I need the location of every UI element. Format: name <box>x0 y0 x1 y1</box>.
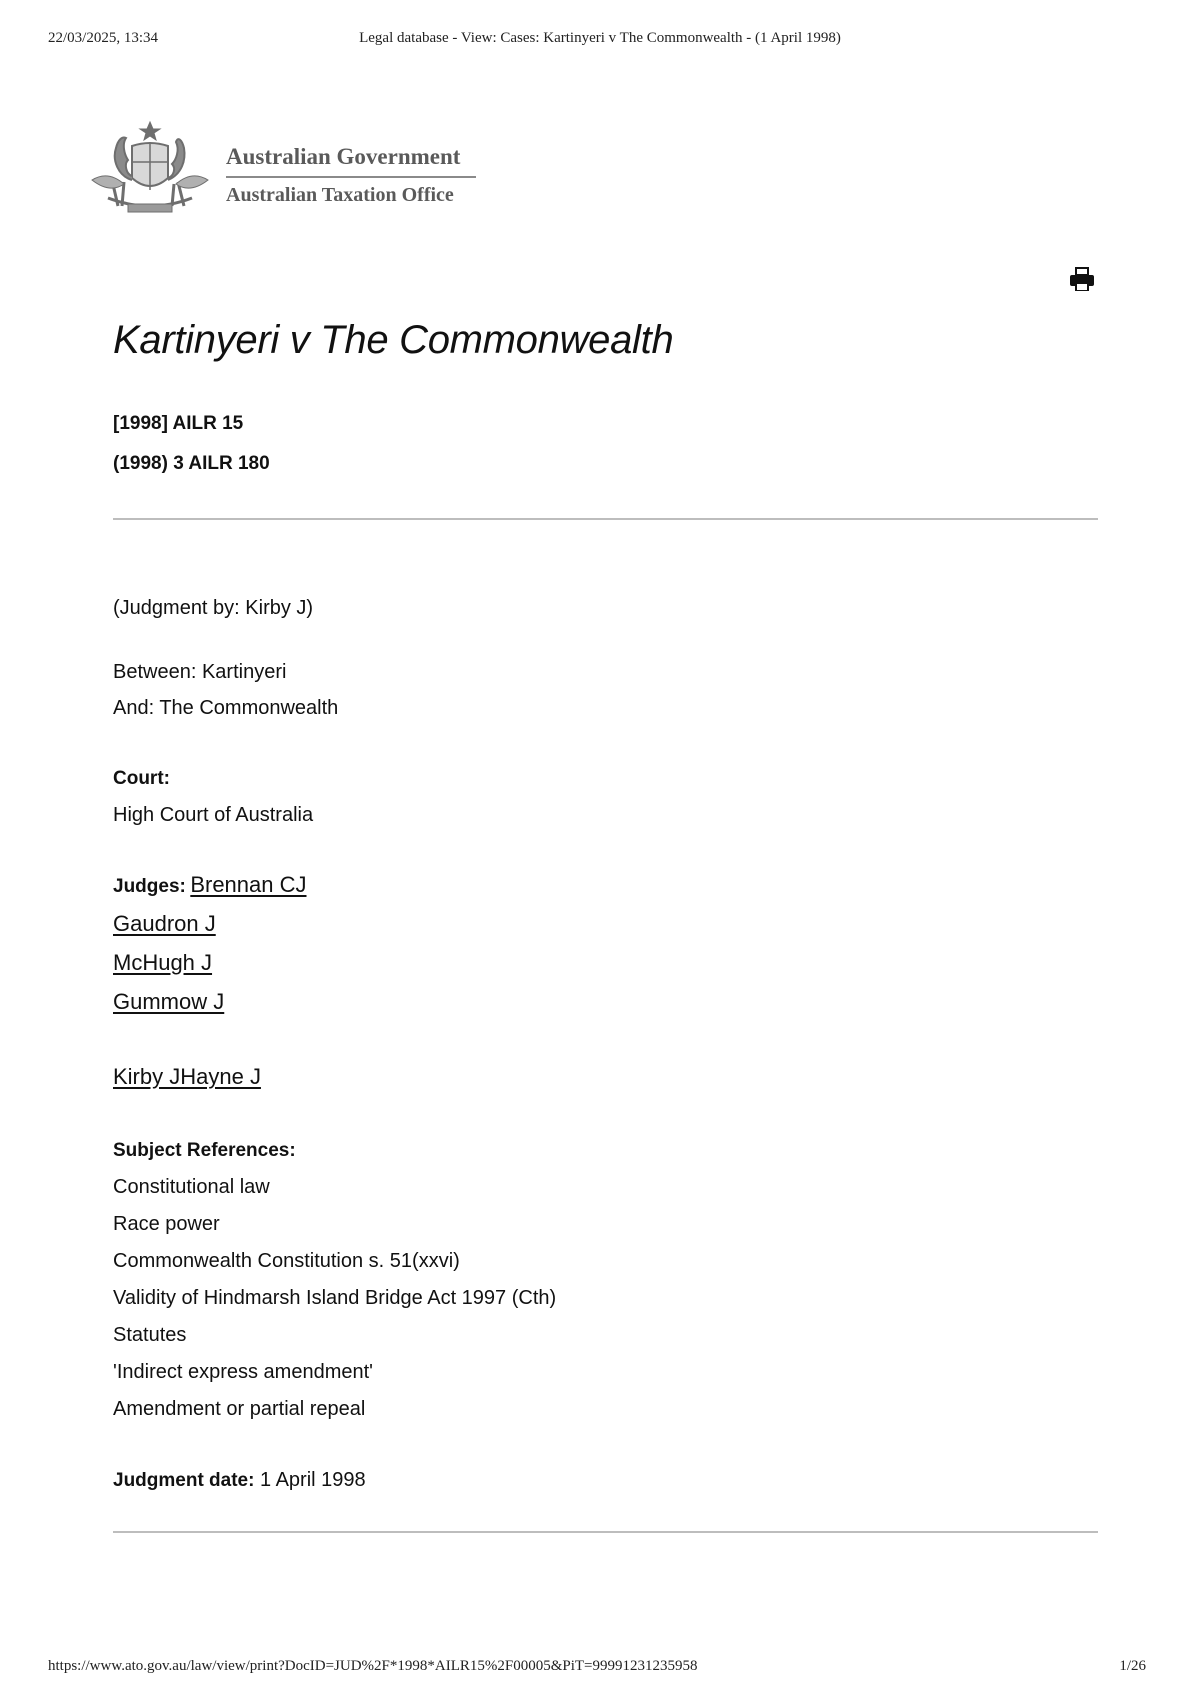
judge-link[interactable]: Kirby JHayne J <box>113 1064 261 1089</box>
subject-reference: Race power <box>113 1213 220 1235</box>
divider <box>113 1531 1098 1533</box>
print-footer <box>48 1658 1152 1680</box>
printer-icon[interactable] <box>1068 265 1096 293</box>
subject-reference: Amendment or partial repeal <box>113 1398 366 1420</box>
court-value: High Court of Australia <box>113 804 314 826</box>
judges-section <box>113 867 1098 1098</box>
judgment-by: (Judgment by: Kirby J) <box>113 597 314 619</box>
judges-label: Judges: <box>113 876 186 897</box>
judge-link[interactable]: Gummow J <box>113 989 225 1014</box>
party-and: And: The Commonwealth <box>113 697 339 719</box>
logo-divider <box>226 176 476 178</box>
citation: [1998] AILR 15 <box>113 413 244 434</box>
print-timestamp: 22/03/2025, 13:34 <box>48 30 159 46</box>
logo-line-1: Australian Government <box>226 144 461 169</box>
coat-of-arms-icon <box>88 120 212 220</box>
page-title: Kartinyeri v The Commonwealth <box>113 318 674 362</box>
court-label: Court: <box>113 768 170 789</box>
subject-references-label: Subject References: <box>113 1140 296 1161</box>
citation: (1998) 3 AILR 180 <box>113 453 270 474</box>
party-between: Between: Kartinyeri <box>113 661 287 683</box>
print-header <box>48 30 1152 54</box>
subject-reference: Validity of Hindmarsh Island Bridge Act 1997 (Cth) <box>113 1287 557 1309</box>
subject-reference: Commonwealth Constitution s. 51(xxvi) <box>113 1250 460 1272</box>
divider <box>113 518 1098 520</box>
page-number: 1/26 <box>1119 1658 1146 1674</box>
print-page-title: Legal database - View: Cases: Kartinyeri v The Commonwealth - (1 April 1998) <box>359 30 841 46</box>
citation-list <box>113 404 1098 484</box>
print-url: https://www.ato.gov.au/law/view/print?DocID=JUD%2F*1998*AILR15%2F00005&PiT=99991231235958 <box>48 1658 698 1674</box>
parties <box>113 654 1098 726</box>
judgment-date <box>113 1462 1098 1499</box>
subject-reference: Constitutional law <box>113 1176 270 1198</box>
subject-reference: 'Indirect express amendment' <box>113 1361 373 1383</box>
ato-logo <box>88 120 488 220</box>
judge-link[interactable]: Brennan CJ <box>190 872 307 897</box>
court-section <box>113 760 1098 833</box>
judge-link[interactable]: McHugh J <box>113 950 213 975</box>
judge-link[interactable]: Gaudron J <box>113 911 216 936</box>
subject-reference: Statutes <box>113 1324 187 1346</box>
subject-references-section <box>113 1132 1098 1428</box>
logo-line-2: Australian Taxation Office <box>226 184 454 206</box>
judgment-date-label: Judgment date: <box>113 1470 255 1491</box>
case-content <box>113 312 1098 1533</box>
judgment-date-value: 1 April 1998 <box>260 1469 366 1491</box>
